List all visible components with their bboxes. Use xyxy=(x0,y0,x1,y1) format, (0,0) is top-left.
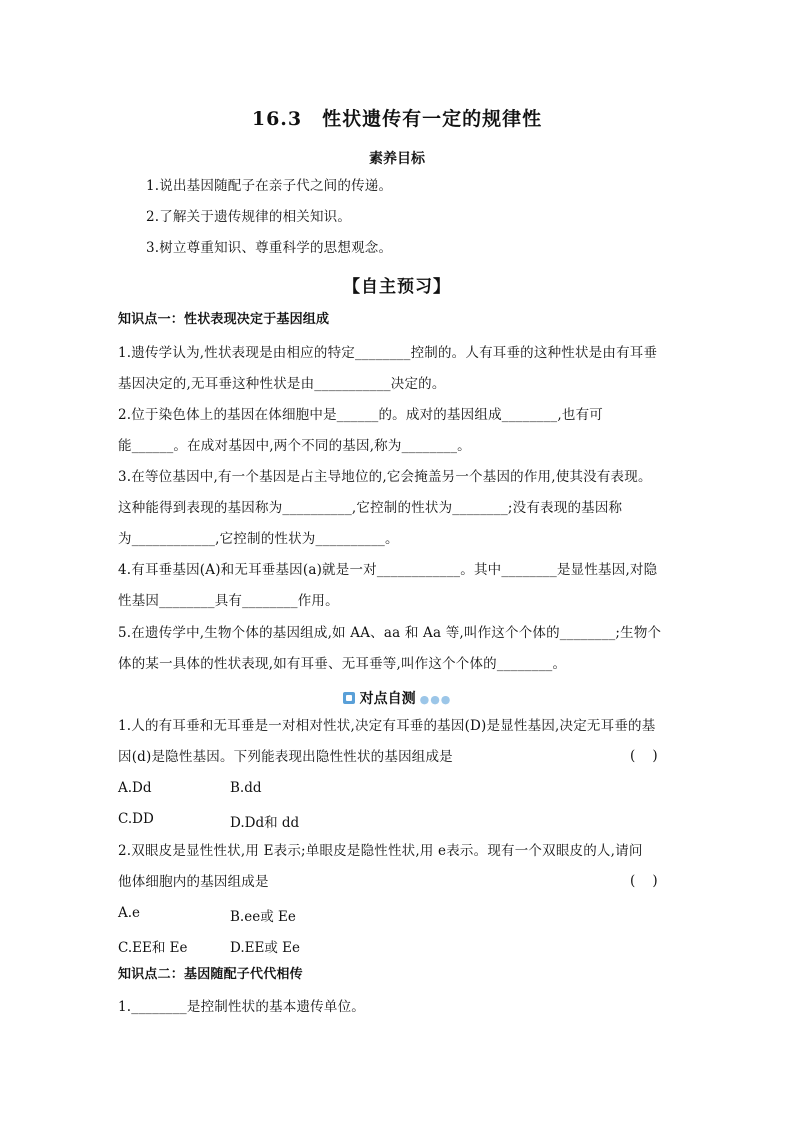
kp1-line: 1.遗传学认为,性状表现是由相应的特定________控制的。人有耳垂的这种性状是由有耳垂 xyxy=(118,345,658,361)
goal-item: 2.了解关于遗传规律的相关知识。 xyxy=(146,209,352,225)
kp1-line: 性基因________具有________作用。 xyxy=(118,593,339,609)
q2-option-b: B.ee或 Ee xyxy=(230,909,296,925)
kp1-line: 为____________,它控制的性状为__________。 xyxy=(118,531,399,547)
goal-item: 3.树立尊重知识、尊重科学的思想观念。 xyxy=(146,240,393,256)
kp1-line: 4.有耳垂基因(A)和无耳垂基因(a)就是一对____________。其中________是显性基因,对隐 xyxy=(118,562,658,578)
kp2-line: 1.________是控制性状的基本遗传单位。 xyxy=(118,999,365,1015)
kp1-line: 3.在等位基因中,有一个基因是占主导地位的,它会掩盖另一个基因的作用,使其没有表现。 xyxy=(118,469,652,485)
pencil-note-icon xyxy=(343,692,355,704)
q1-line: 1.人的有耳垂和无耳垂是一对相对性状,决定有耳垂的基因(D)是显性基因,决定无耳垂的基 xyxy=(118,718,656,734)
dots-icon: ●●● xyxy=(419,693,452,706)
preview-heading: 【自主预习】 xyxy=(343,277,451,297)
kp1-heading: 知识点一：性状表现决定于基因组成 xyxy=(118,312,330,327)
q2-option-c: C.EE和 Ee xyxy=(118,940,188,956)
self-test-heading: 对点自测 ●●● xyxy=(0,688,794,708)
goal-item: 1.说出基因随配子在亲子代之间的传递。 xyxy=(146,178,393,194)
kp1-line: 2.位于染色体上的基因在体细胞中是______的。成对的基因组成________,也有可 xyxy=(118,407,603,423)
q1-option-c: C.DD xyxy=(118,811,154,827)
q2-answer-paren: ( ) xyxy=(630,873,658,889)
kp2-heading: 知识点二：基因随配子代代相传 xyxy=(118,967,303,982)
q2-line: 2.双眼皮是显性性状,用 E表示;单眼皮是隐性性状,用 e表示。现有一个双眼皮的人,请问 xyxy=(118,843,643,859)
q1-answer-paren: ( ) xyxy=(630,748,658,764)
kp1-line: 体的某一具体的性状表现,如有耳垂、无耳垂等,叫作这个个体的________。 xyxy=(118,656,567,672)
kp1-line: 能______。在成对基因中,两个不同的基因,称为________。 xyxy=(118,438,471,454)
q1-option-a: A.Dd xyxy=(118,780,152,796)
q1-option-b: B.dd xyxy=(230,780,262,796)
page-title: 16.3 性状遗传有一定的规律性 xyxy=(251,108,543,130)
q2-option-d: D.EE或 Ee xyxy=(230,940,300,956)
goals-heading: 素养目标 xyxy=(369,151,425,167)
q1-option-d: D.Dd和 dd xyxy=(230,815,300,831)
kp1-line: 这种能得到表现的基因称为__________,它控制的性状为________;没有表现的基因称 xyxy=(118,500,623,516)
q2-line: 他体细胞内的基因组成是 xyxy=(118,874,269,890)
q2-option-a: A.e xyxy=(118,905,141,921)
kp1-line: 5.在遗传学中,生物个体的基因组成,如 AA、aa 和 Aa 等,叫作这个个体的________;生物个 xyxy=(118,625,662,641)
q1-line: 因(d)是隐性基因。下列能表现出隐性性状的基因组成是 xyxy=(118,749,453,765)
kp1-line: 基因决定的,无耳垂这种性状是由___________决定的。 xyxy=(118,376,446,392)
